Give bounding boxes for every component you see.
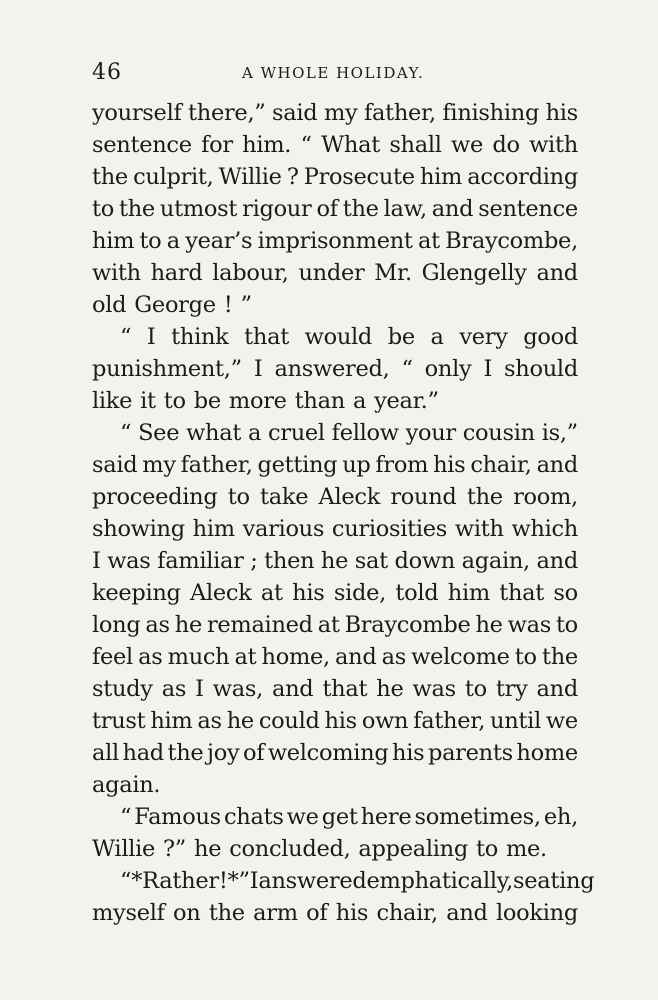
word: his: [545, 100, 578, 126]
word: Braycombe: [344, 612, 471, 638]
word: for: [201, 132, 233, 158]
text-line: [92, 449, 578, 481]
word: to: [475, 836, 498, 862]
word: curiosities: [331, 516, 448, 542]
word: take: [260, 484, 309, 510]
word: of: [306, 900, 328, 926]
word: which: [511, 516, 578, 542]
word: be: [193, 388, 221, 414]
word: as: [161, 676, 187, 702]
word: what: [186, 420, 242, 446]
word: to: [139, 228, 162, 254]
word: my: [142, 452, 176, 478]
word: as: [138, 644, 163, 670]
text-line: [92, 193, 578, 225]
word: the: [208, 900, 245, 926]
word: sometimes,: [414, 804, 541, 830]
word: from: [375, 452, 429, 478]
word: do: [492, 132, 520, 158]
page-number: 46: [92, 60, 122, 85]
word: Famous: [134, 804, 221, 830]
word: he: [320, 548, 349, 574]
word: here: [360, 804, 412, 830]
word: showing: [92, 516, 185, 542]
text-line: [92, 545, 578, 577]
word: it: [140, 388, 156, 414]
word: told: [395, 580, 439, 606]
word: at: [317, 612, 340, 638]
text-line: [92, 161, 578, 193]
text-line: [92, 481, 578, 513]
word: father,: [180, 452, 253, 478]
text-line: [92, 609, 578, 641]
word: he: [226, 708, 254, 734]
word: myself: [92, 900, 165, 926]
word: was,: [212, 676, 263, 702]
word: trust: [92, 708, 146, 734]
word: sentence: [478, 196, 578, 222]
word: him: [92, 228, 135, 254]
word: Willie: [92, 836, 156, 862]
word: up: [342, 452, 371, 478]
text-line: [92, 289, 578, 321]
word: was: [107, 548, 151, 574]
word: I: [249, 868, 259, 894]
word: him: [447, 580, 490, 606]
word: as: [197, 708, 222, 734]
word: imprisonment: [257, 228, 413, 254]
word: chats: [223, 804, 284, 830]
text-line: [92, 257, 578, 289]
word: “: [120, 804, 132, 830]
word: arm: [253, 900, 298, 926]
body-text: [92, 97, 595, 929]
word: again.: [92, 772, 161, 798]
word: long: [92, 612, 141, 638]
word: feel: [92, 644, 133, 670]
word: ;: [250, 548, 258, 574]
word: him: [192, 516, 235, 542]
text-line: [92, 769, 578, 801]
word: and: [536, 452, 578, 478]
word: there,”: [188, 100, 266, 126]
word: home: [516, 740, 578, 766]
word: I: [483, 356, 493, 382]
word: joy: [207, 740, 240, 766]
word: was: [507, 612, 551, 638]
text-line: [92, 385, 578, 417]
word: we: [286, 804, 319, 830]
word: “: [120, 868, 132, 894]
word: at: [417, 228, 440, 254]
word: Prosecute: [303, 164, 415, 190]
word: Braycombe,: [445, 228, 578, 254]
word: labour,: [212, 260, 289, 286]
word: culprit,: [133, 164, 214, 190]
word: concluded,: [229, 836, 351, 862]
word: his: [392, 740, 425, 766]
word: that: [244, 324, 289, 350]
word: to: [92, 196, 114, 222]
word: welcome: [411, 644, 510, 670]
word: with: [92, 260, 141, 286]
word: said: [92, 452, 138, 478]
text-line: [92, 833, 578, 865]
word: the: [342, 196, 379, 222]
word: year.”: [374, 388, 439, 414]
word: parents: [427, 740, 513, 766]
word: Willie: [218, 164, 282, 190]
word: “: [120, 420, 132, 446]
word: and: [536, 548, 578, 574]
word: ”: [240, 292, 252, 318]
text-line: [92, 897, 578, 929]
word: ?”: [163, 836, 186, 862]
word: father,: [363, 100, 436, 126]
word: with: [529, 132, 578, 158]
word: as: [145, 612, 170, 638]
word: hard: [150, 260, 203, 286]
word: Aleck: [190, 580, 252, 606]
text-line: [92, 225, 578, 257]
word: welcoming: [267, 740, 389, 766]
word: getting: [257, 452, 338, 478]
word: various: [242, 516, 325, 542]
word: and: [335, 644, 377, 670]
word: of: [316, 196, 338, 222]
word: said: [272, 100, 318, 126]
word: chair,: [376, 900, 438, 926]
word: What: [321, 132, 380, 158]
word: I: [253, 356, 263, 382]
word: utmost: [159, 196, 238, 222]
text-line: [92, 801, 578, 833]
word: is,”: [541, 420, 578, 446]
word: I: [195, 676, 204, 702]
word: like: [92, 388, 133, 414]
word: a: [247, 420, 262, 446]
word: should: [504, 356, 578, 382]
word: Mr.: [374, 260, 412, 286]
text-line: [92, 321, 578, 353]
text-line: [92, 705, 578, 737]
word: Glengelly: [421, 260, 527, 286]
word: that: [322, 676, 368, 702]
word: he: [194, 836, 222, 862]
word: own: [361, 708, 409, 734]
word: answered,: [274, 356, 390, 382]
word: get: [321, 804, 358, 830]
word: study: [92, 676, 153, 702]
word: sat: [354, 548, 388, 574]
word: your: [405, 420, 456, 446]
word: him: [419, 164, 463, 190]
word: side,: [333, 580, 386, 606]
word: under: [298, 260, 365, 286]
text-line: [92, 865, 595, 897]
word: “: [401, 356, 413, 382]
word: home,: [261, 644, 330, 670]
word: then: [264, 548, 315, 574]
word: the: [167, 740, 204, 766]
word: of: [242, 740, 265, 766]
word: would: [304, 324, 373, 350]
text-line: [92, 97, 578, 129]
word: George: [134, 292, 216, 318]
word: punishment,”: [92, 356, 242, 382]
word: him: [150, 708, 193, 734]
word: yourself: [92, 100, 182, 126]
word: Aleck: [318, 484, 381, 510]
text-line: [92, 353, 578, 385]
word: until: [490, 708, 541, 734]
word: his: [335, 900, 369, 926]
word: remained: [206, 612, 313, 638]
word: as: [381, 644, 406, 670]
word: keeping: [92, 580, 181, 606]
word: eh,: [543, 804, 578, 830]
word: the: [466, 484, 503, 510]
word: was: [412, 676, 456, 702]
word: sentence: [92, 132, 192, 158]
word: only: [424, 356, 472, 382]
word: be: [387, 324, 415, 350]
word: cruel: [267, 420, 325, 446]
word: *Rather: [131, 868, 219, 894]
word: he: [475, 612, 503, 638]
word: his: [433, 452, 466, 478]
word: I: [146, 324, 156, 350]
word: proceeding: [92, 484, 218, 510]
text-line: [92, 129, 578, 161]
word: answered: [258, 868, 367, 894]
word: !*”: [218, 868, 250, 894]
word: he: [174, 612, 202, 638]
word: old: [92, 292, 127, 318]
word: with: [454, 516, 504, 542]
text-line: [92, 417, 578, 449]
text-line: [92, 577, 578, 609]
word: so: [553, 580, 578, 606]
word: we: [545, 708, 578, 734]
word: chair,: [470, 452, 532, 478]
word: rigour: [242, 196, 312, 222]
word: “: [300, 132, 312, 158]
word: and: [271, 676, 314, 702]
text-line: [92, 641, 578, 673]
word: try: [495, 676, 528, 702]
word: at: [234, 644, 257, 670]
word: down: [394, 548, 455, 574]
word: cousin: [462, 420, 535, 446]
word: law,: [383, 196, 427, 222]
word: he: [376, 676, 404, 702]
word: a: [352, 388, 367, 414]
running-title: A WHOLE HOLIDAY.: [242, 64, 425, 82]
word: !: [223, 292, 233, 318]
word: familiar: [157, 548, 244, 574]
word: we: [451, 132, 484, 158]
text-line: [92, 737, 578, 769]
word: more: [228, 388, 287, 414]
word: all: [92, 740, 119, 766]
word: the: [541, 644, 578, 670]
word: year’s: [185, 228, 253, 254]
word: me.: [505, 836, 547, 862]
word: finishing: [442, 100, 540, 126]
word: at: [260, 580, 283, 606]
word: See: [138, 420, 180, 446]
word: my: [323, 100, 358, 126]
word: to: [464, 676, 487, 702]
word: and: [431, 196, 474, 222]
word: seating: [513, 868, 595, 894]
word: that: [499, 580, 545, 606]
word: emphatically,: [366, 868, 514, 894]
word: “: [120, 324, 132, 350]
word: and: [536, 676, 578, 702]
word: looking: [496, 900, 578, 926]
word: again,: [461, 548, 530, 574]
word: father,: [413, 708, 486, 734]
word: his: [324, 708, 357, 734]
word: had: [122, 740, 164, 766]
word: think: [171, 324, 229, 350]
word: could: [258, 708, 320, 734]
word: appealing: [358, 836, 468, 862]
word: room,: [513, 484, 578, 510]
word: according: [467, 164, 578, 190]
word: to: [514, 644, 537, 670]
word: very: [459, 324, 508, 350]
word: I: [92, 548, 101, 574]
word: shall: [389, 132, 442, 158]
word: the: [118, 196, 155, 222]
word: and: [446, 900, 488, 926]
word: to: [227, 484, 250, 510]
word: a: [430, 324, 444, 350]
word: to: [163, 388, 186, 414]
word: on: [173, 900, 201, 926]
word: a: [166, 228, 180, 254]
text-line: [92, 513, 578, 545]
word: much: [167, 644, 230, 670]
word: the: [92, 164, 128, 190]
running-head: [92, 60, 578, 90]
word: him.: [242, 132, 292, 158]
word: his: [292, 580, 325, 606]
text-line: [92, 673, 578, 705]
word: fellow: [331, 420, 399, 446]
word: ?: [286, 164, 299, 190]
word: than: [294, 388, 345, 414]
word: round: [390, 484, 457, 510]
word: good: [523, 324, 578, 350]
word: to: [555, 612, 578, 638]
word: and: [536, 260, 578, 286]
